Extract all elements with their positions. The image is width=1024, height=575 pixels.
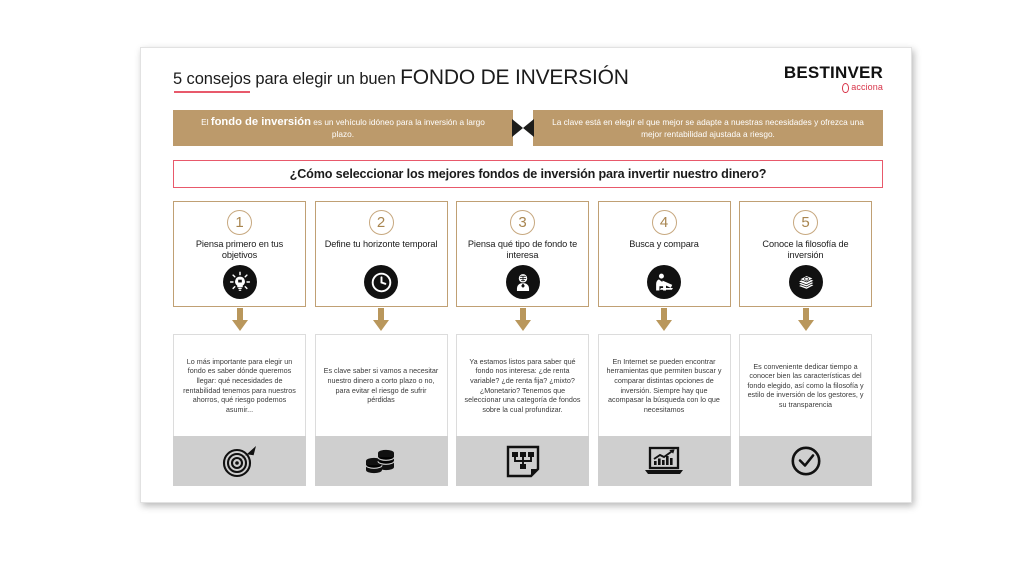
steps-grid <box>173 201 883 486</box>
step-footer-3 <box>456 436 589 486</box>
connector-arrow-5 <box>739 307 872 334</box>
step-column-3 <box>456 201 589 486</box>
acciona-leaf-icon <box>842 83 850 93</box>
step-footer-2 <box>315 436 448 486</box>
step-card-2 <box>315 201 448 307</box>
step-column-2 <box>315 201 448 486</box>
step-description-box-3 <box>456 334 589 436</box>
step-description: Es clave saber si vamos a necesitar nuestro dinero a corto plazo o no, para evitar el riesgo de sufrir pérdidas <box>323 366 439 405</box>
connector-arrow-2 <box>315 307 448 334</box>
arrow-left-notch-icon <box>523 119 534 137</box>
logo-subbrand-label: acciona <box>851 82 883 92</box>
banner-left-rest: es un vehículo idóneo para la inversión a largo plazo. <box>313 117 485 139</box>
logo-wordmark: BESTINVER <box>783 63 883 82</box>
step-column-1 <box>173 201 306 486</box>
hierarchy-diagram-icon <box>505 444 541 478</box>
step-number-badge: 5 <box>793 210 818 235</box>
step-title: Busca y compara <box>629 239 699 249</box>
header <box>173 63 883 102</box>
coin-stack-icon <box>362 444 400 478</box>
step-description-box-4 <box>598 334 731 436</box>
step-footer-5 <box>739 436 872 486</box>
step-number-badge: 4 <box>652 210 677 235</box>
step-card-4 <box>598 201 731 307</box>
page-title-big: FONDO DE INVERSIÓN <box>400 66 629 89</box>
page-title <box>173 66 629 90</box>
title-underline <box>174 91 250 93</box>
step-title: Piensa primero en tus objetivos <box>195 239 284 260</box>
step-description-box-1 <box>173 334 306 436</box>
step-title: Piensa qué tipo de fondo te interesa <box>467 239 578 260</box>
banner-left-lead: El <box>201 117 209 127</box>
step-card-3 <box>456 201 589 307</box>
step-number-badge: 1 <box>227 210 252 235</box>
clock-icon <box>364 265 398 299</box>
step-card-1 <box>173 201 306 307</box>
step-card-5 <box>739 201 872 307</box>
step-footer-1 <box>173 436 306 486</box>
lightbulb-icon <box>223 265 257 299</box>
infographic-slide <box>140 47 912 503</box>
banner-left <box>173 110 513 146</box>
arrow-right-icon <box>512 119 523 137</box>
step-number-badge: 2 <box>369 210 394 235</box>
step-description: Es conveniente dedicar tiempo a conocer bien las características del fondo elegido, así como la filosofía y estilo de inversión de los gestores, y su transparencia <box>747 361 864 409</box>
step-footer-4 <box>598 436 731 486</box>
step-description-box-5 <box>739 334 872 436</box>
step-number-badge: 3 <box>510 210 535 235</box>
step-title: Define tu horizonte temporal <box>324 239 438 249</box>
page-title-small: 5 consejos para elegir un buen <box>173 70 396 88</box>
connector-arrow-3 <box>456 307 589 334</box>
step-title: Conoce la filosofía de inversión <box>762 239 849 260</box>
step-description: En Internet se pueden encontrar herramientas que permiten buscar y comparar distintas opciones de inversión. Siempre hay que acompasar la búsqueda con lo que necesitamos <box>606 356 722 414</box>
step-column-4 <box>598 201 731 486</box>
person-laptop-icon <box>647 265 681 299</box>
step-description-box-2 <box>315 334 448 436</box>
target-arrow-icon <box>220 443 260 479</box>
check-circle-icon <box>789 444 823 478</box>
banner-left-strong: fondo de inversión <box>210 116 311 128</box>
step-description: Lo más importante para elegir un fondo es saber dónde queremos llegar: qué necesidades de rentabilidad tenemos para nuestros ahorros, qué riesgo podemos asumir... <box>183 356 296 414</box>
banner-right <box>533 110 883 146</box>
step-description: Ya estamos listos para saber qué fondo nos interesa: ¿de renta variable? ¿de renta fija? ¿mixto? ¿Monetario? Tenemos que seleccionar una categoría de fondos sobre la cual profundizar. <box>464 356 581 414</box>
question-bar <box>173 160 883 188</box>
connector-arrow-1 <box>173 307 306 334</box>
banner-right-text: La clave está en elegir el que mejor se adapte a nuestras necesidades y ofrezca una mejor rentabilidad ajustada a riesgo. <box>552 117 864 139</box>
bestinver-logo <box>765 64 883 104</box>
question-text: ¿Cómo seleccionar los mejores fondos de inversión para invertir nuestro dinero? <box>289 167 767 181</box>
logo-subbrand <box>765 82 883 93</box>
step-column-5 <box>739 201 872 486</box>
connector-arrow-4 <box>598 307 731 334</box>
laptop-chart-icon <box>643 444 685 478</box>
person-brain-icon <box>506 265 540 299</box>
money-stack-icon <box>789 265 823 299</box>
